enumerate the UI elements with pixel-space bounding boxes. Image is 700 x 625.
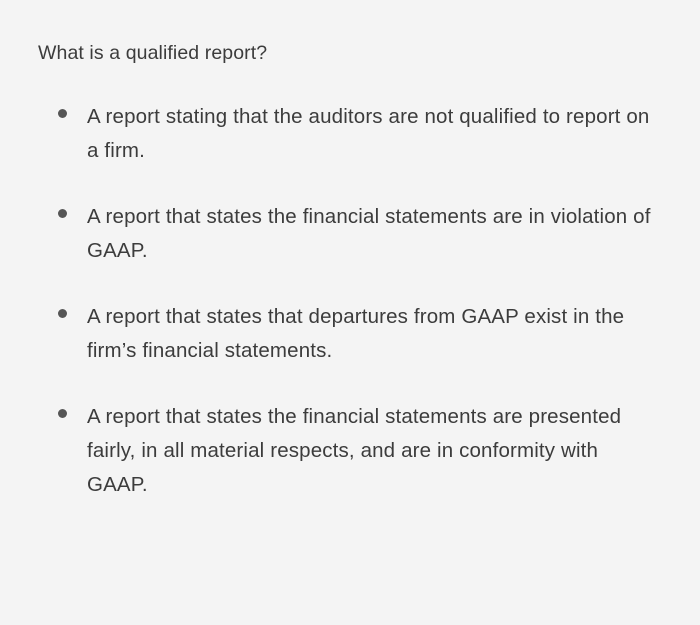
- bullet-dot-icon: [58, 409, 67, 418]
- answer-option-1[interactable]: [38, 100, 655, 168]
- answer-option-label: A report that states the financial statements are in violation of GAAP.: [87, 205, 651, 263]
- bullet-dot-icon: [58, 309, 67, 318]
- question-prompt: What is a qualified report?: [38, 42, 268, 64]
- bullet-dot-icon: [58, 209, 67, 218]
- bullet-dot-icon: [58, 109, 67, 118]
- answer-option-3[interactable]: [38, 300, 655, 368]
- answer-option-label: A report stating that the auditors are not qualified to report on a firm.: [87, 105, 650, 163]
- answer-option-4[interactable]: [38, 400, 655, 502]
- answer-option-2[interactable]: [38, 200, 655, 268]
- answer-option-label: A report that states that departures from GAAP exist in the firm’s financial statements.: [87, 305, 625, 363]
- answer-options-list: [38, 100, 655, 502]
- answer-option-label: A report that states the financial statements are presented fairly, in all material respects, and are in conformity with GAAP.: [87, 405, 622, 497]
